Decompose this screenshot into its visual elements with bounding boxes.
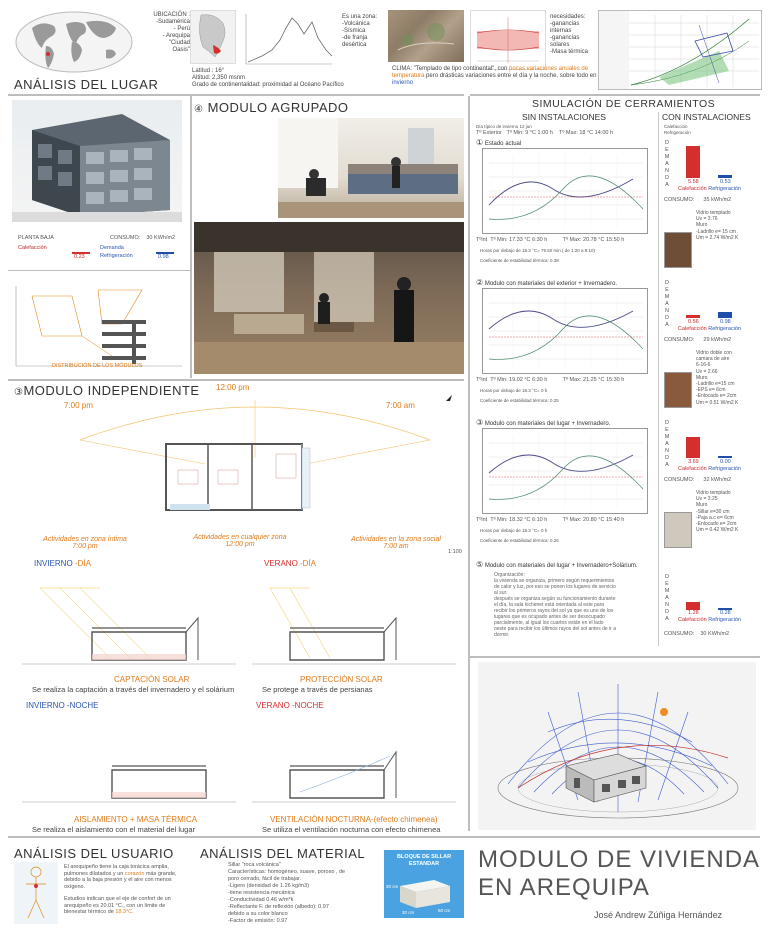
case-consumption (664, 478, 731, 484)
case-4-title-text: Modulo con materiales del lugar + Invernadero+Solárium. (484, 563, 638, 569)
material-spec-line: Uv = 3.76 (696, 216, 718, 223)
simulation-divider (658, 112, 659, 646)
sillar-title-line: ESTANDAR (408, 861, 440, 867)
location-line: - Perú (173, 26, 190, 32)
case-4-description (494, 572, 616, 638)
zone-line: -Sísmica (342, 28, 366, 34)
material-spec-line: Muro (696, 374, 708, 381)
demand-letter: M (664, 154, 670, 160)
demand-letter: E (665, 287, 669, 293)
social-zone-time: 7:00 am (383, 543, 409, 550)
location-line: -Sudamérica (155, 19, 190, 25)
material-spec-line: 6-16-6 (696, 362, 711, 369)
demand-letters (664, 280, 670, 329)
case-hours-below: Horas por debajo de 18.3 °C= 0 h (480, 388, 548, 393)
material-spec-line: -Paja a.c e= 6cm (696, 514, 734, 521)
exterior-temp-max: Tº Max: 18 °C 14:00 h (558, 130, 614, 136)
needs-line: internas (550, 28, 572, 34)
demand-letter: A (665, 462, 669, 468)
material-spec (696, 350, 738, 406)
solar-protection-label: PROTECCIÓN SOLAR (300, 675, 383, 684)
climate-text: CLIMA: "Templado de tipo continental", con (392, 66, 509, 72)
temperature-chart (482, 288, 648, 374)
grouped-module-title (194, 100, 348, 115)
demand-letter: A (665, 616, 669, 622)
typical-day-label: Día típico de invierno 12 jun (476, 124, 532, 129)
morning-label: 7:00 am (386, 401, 415, 410)
header-heating: Calefacción (664, 124, 688, 129)
material-spec-line: Vidrio doble con (696, 350, 732, 356)
case-hours-below: Horas por debajo de 18.3 °C= 79.50 min ( de 1:20 a 9:10) (480, 248, 595, 253)
case-4-line: el día, la sala kichenet está orientada al este para (494, 602, 605, 608)
intimate-zone-activities (30, 536, 140, 550)
heating-value: 0.56 (688, 319, 699, 325)
heating-label: Calefacción (18, 245, 47, 251)
living-room-render (194, 222, 464, 374)
heating-value: 0.23 (74, 254, 85, 260)
material-spec-line: -Ladrillo e=15 cm (696, 381, 735, 388)
demand-letter: A (665, 301, 669, 307)
case-temp-max: Tº Max: 20.78 °C 15:50 h (562, 237, 625, 243)
user-line: El arequipeño tiene la caja torácica amplia, (64, 864, 169, 870)
case-temp-min: Tº Min: 18.32 °C 6:10 h (490, 517, 548, 523)
demand-letter: M (664, 588, 670, 594)
case-4-consumption (664, 632, 729, 638)
building-render (12, 100, 182, 222)
needs-line: -ganancias (550, 21, 580, 27)
needs-line: solares (550, 42, 570, 48)
case-stability-coef: Coeficiente de estabilidad térmica: 0.26 (480, 538, 559, 543)
demand-letter: E (665, 581, 669, 587)
case-temp-max: Tº Max: 20.80 °C 15:40 h (562, 517, 625, 523)
bar-legend (678, 467, 741, 473)
site-data (192, 68, 344, 89)
noon-label: 12:00 pm (216, 383, 250, 392)
case-consumption (664, 338, 731, 344)
summer-day-time: -DÍA (300, 559, 317, 568)
case-temp-max: Tº Max: 21.25 °C 15:30 h (562, 377, 625, 383)
material-line: -tiene resistencia mecánica (228, 890, 295, 896)
demand-letter: D (665, 455, 669, 461)
summer-day-season: VERANO (264, 559, 301, 568)
demand-letter: D (665, 315, 669, 321)
heating-cooling-header (664, 124, 691, 135)
case-title (476, 278, 617, 287)
human-figure-icon (14, 862, 58, 924)
user-line: oxígeno. (64, 883, 86, 890)
user-line (64, 909, 171, 916)
psychrometric-chart (598, 10, 762, 90)
case-consumption-value: 29 kWh/m2 (703, 337, 732, 343)
user-line: debido a la baja presión y el aire con menos (64, 877, 172, 883)
material-spec-line: -Ladrillo e= 15 cm (696, 228, 736, 235)
demand-letter: A (665, 161, 669, 167)
wall-material-swatch (664, 372, 692, 408)
demand-letter: M (664, 434, 670, 440)
case-4-consumption-label: CONSUMO: (664, 631, 695, 637)
case-title-text: Modulo con materiales del exterior + Invernadero. (484, 281, 618, 287)
social-zone-activities (336, 536, 456, 550)
insulation-desc: Se realiza el aislamiento con el material del lugar (32, 825, 196, 834)
latitude: Latitud : 16° (192, 68, 225, 74)
legend-cooling: Refrigeración (708, 466, 741, 472)
case-4-line: de calor y luz, por eso se ponen los lugares de servicio (494, 584, 616, 590)
heating-bar (686, 437, 700, 458)
sillar-title-line: BLOQUE DE SILLAR (396, 854, 452, 860)
material-spec (696, 490, 738, 533)
sillar-dim-depth: 30 cm (402, 910, 415, 915)
world-map (14, 10, 134, 74)
north-arrow-icon (444, 390, 454, 400)
case-number: ② (476, 278, 484, 287)
climate-text: pero drásticas variaciones entre el día y la noche, sobre todo en (424, 73, 597, 79)
demand-letter: N (665, 308, 669, 314)
needs-line: -ganancias (550, 35, 580, 41)
exterior-temp-row (476, 131, 613, 137)
user-line-part: más grande, (144, 870, 177, 877)
summer-night-time: -NOCHE (292, 701, 324, 710)
case-number: ③ (476, 418, 484, 427)
temperature-chart (482, 148, 648, 234)
material-spec (696, 210, 738, 241)
sillar-dim-height: 20 cm (386, 884, 399, 889)
solar-capture-label: CAPTACIÓN SOLAR (114, 675, 190, 684)
project-title-line-1: MODULO DE VIVIENDA (478, 846, 761, 873)
zone-line: desértica (342, 42, 367, 48)
case-consumption-value: 35 kWh/m2 (703, 197, 732, 203)
case-hours-below: Horas por debajo de 18.3 °C= 0 h (480, 528, 548, 533)
material-spec-line: Vidrio templado (696, 490, 731, 496)
any-zone-activities (180, 534, 300, 548)
case-stability-coef: Coeficiente de estabilidad térmica: 0.25 (480, 398, 559, 403)
material-line: -Factor de emisión: 0.97 (228, 918, 288, 924)
demand-letter: M (664, 294, 670, 300)
demand-letter: N (665, 448, 669, 454)
material-line: -Conductividad 0.46 w/m*k (228, 897, 294, 903)
user-line: Estudios indican que el eje de confort de un (64, 896, 171, 902)
cooling-bar (718, 175, 732, 178)
winter-night-heading (26, 702, 98, 709)
case-title-text: Estado actual (484, 141, 522, 147)
legend-heating: Calefacción (678, 186, 707, 192)
needs-list (550, 14, 588, 56)
demand-letter: D (665, 140, 669, 146)
material-spec-line: -Sillar e=30 cm (696, 508, 730, 515)
demand-letter: A (665, 182, 669, 188)
header-cooling: Refrigeración (664, 129, 691, 135)
case-number: ① (476, 138, 484, 147)
winter-day-time: -DÍA (74, 559, 91, 568)
user-text-2 (64, 896, 171, 916)
cooling-bar (718, 456, 732, 458)
case-temp-min: Tº Min: 19.02 °C 6:30 h (490, 377, 548, 383)
case-consumption-label: CONSUMO: (664, 197, 695, 203)
cooling-value: 0.98 (720, 319, 731, 325)
material-spec-line: -Enlocado e= 2cm (696, 393, 737, 400)
simulation-title: SIMULACIÓN DE CERRAMIENTOS (532, 98, 716, 110)
demand-letter: D (665, 175, 669, 181)
zone-line: -de franja (342, 35, 368, 41)
solar-protection-desc: Se protege a través de persianas (262, 685, 373, 694)
case-4-line: al sur. (494, 590, 508, 596)
cooling-bar (718, 312, 732, 318)
case-4-line: Organización: (494, 572, 525, 578)
user-line-part: pulmones dilatados y un (64, 870, 125, 877)
wall-material-swatch (664, 512, 692, 548)
location-line: - Arequipa (162, 33, 190, 39)
material-spec-line: camara de aire (696, 356, 730, 363)
legend-heating: Calefacción (678, 466, 707, 472)
legend-heating: Calefacción (678, 326, 707, 332)
independent-module-title-text: MODULO INDEPENDIENTE (23, 383, 200, 398)
material-spec-line: Um = 0.51 W/m2 K (696, 399, 739, 406)
sillar-block-card (384, 850, 464, 918)
demand-letter: D (665, 420, 669, 426)
material-spec-line: Muro (696, 222, 708, 229)
intimate-zone-time: 7:00 pm (72, 543, 98, 550)
demand-letter: E (665, 427, 669, 433)
cooling-value: 0.98 (158, 254, 169, 260)
case-consumption-label: CONSUMO: (664, 477, 695, 483)
evening-label: 7:00 pm (64, 401, 93, 410)
site-analysis-title: ANÁLISIS DEL LUGAR (14, 77, 159, 92)
grouped-module-number: ④ (194, 104, 204, 115)
cooling-value: 0.00 (720, 459, 731, 465)
climate-winter: invierno (392, 80, 414, 86)
material-spec-line: Muro (696, 502, 708, 509)
ground-floor-label: PLANTA BAJA (18, 235, 54, 241)
user-analysis-title: ANÁLISIS DEL USUARIO (14, 846, 174, 861)
needs-line: -Masa térmica (550, 49, 589, 55)
case-4-line: oeste para recibir los últimos rayos del sol antes de ir a (494, 626, 617, 632)
any-zone-time: 12:00 pm (225, 541, 255, 548)
temperature-chart (482, 428, 648, 514)
cooling-value: 0.53 (720, 179, 731, 185)
demand-letter: A (665, 322, 669, 328)
case-4-heating-value: 1.28 (688, 610, 699, 616)
continentality: Grado de continentalidad: proximidad al Océano Pacífico (192, 82, 344, 88)
comfort-limit: 18.3°C. (115, 909, 134, 915)
case-4-demand-letters (664, 574, 670, 623)
bar-legend (678, 327, 741, 333)
needs-line: necesidades: (550, 14, 586, 20)
material-spec-line: Um = 2.74 W/m2 K (696, 234, 739, 241)
with-installations-heading: CON INSTALACIONES (662, 112, 751, 122)
heating-bar (686, 146, 700, 178)
location-line: UBICACIÓN : (153, 12, 190, 18)
case-4-number: ⑤ (476, 560, 484, 569)
project-title-line-2: EN AREQUIPA (478, 874, 650, 901)
case-4-line: parcialmente, al igual los cuartos están en el lado (494, 620, 604, 626)
winter-night-section (20, 722, 240, 814)
demand-letter: A (665, 441, 669, 447)
material-line: Sillar "roca volcánica" (228, 862, 281, 868)
material-spec-line: Uv = 2.66 (696, 368, 718, 375)
case-4-line: dormir. (494, 632, 510, 638)
user-line: arequipeño es 20.01 °C., con un límite de (64, 902, 166, 909)
material-spec-line: Uv = 3.25 (696, 496, 718, 503)
case-4-legend (678, 618, 741, 624)
material-spec-line: -EPS e= 6cm (696, 387, 726, 394)
material-line: poro cerrado, fácil de trabajar. (228, 876, 302, 882)
material-properties (228, 862, 345, 925)
case-4-legend-heating: Calefacción (678, 617, 707, 623)
consumption-label-text: CONSUMO: (110, 235, 141, 241)
distribution-caption: DISTRIBUCIÓN DE LOS MÓDULOS (52, 363, 143, 369)
case-4-legend-cooling: Refrigeración (708, 617, 741, 623)
case-title-text: Modulo con materiales del lugar + Invernadero. (484, 421, 611, 427)
sun-path-3d-render (478, 662, 756, 830)
location-line: Oasis" (172, 47, 190, 53)
demand-label: Demanda (100, 245, 124, 251)
winter-day-season: INVIERNO (34, 559, 75, 568)
summer-night-heading (256, 702, 324, 709)
case-4-line: lugares que es ocupado antes de ser desocupado (494, 614, 605, 620)
zone-list (342, 14, 377, 49)
temperature-range-chart (470, 10, 546, 70)
user-line-part: bienestar térmico de (64, 909, 116, 915)
material-spec-line: Um = 0.42 W/m2 K (696, 527, 739, 534)
night-ventilation-desc: Se utiliza el ventilación nocturna con efecto chimenea (262, 825, 441, 834)
demand-letter: N (665, 602, 669, 608)
exterior-temp-label: Tº Exterior (476, 130, 502, 136)
case-4-line: después se organiza según su funcionamiento durante (494, 596, 616, 602)
case-consumption-label: CONSUMO: (664, 337, 695, 343)
climate-emphasis: pocas variaciones anuales de temperatura (392, 66, 589, 79)
case-4-title (476, 560, 638, 569)
altitude: Altitud: 2,350 msnm (192, 75, 246, 81)
demand-letter: E (665, 147, 669, 153)
summer-day-section (250, 578, 460, 678)
demand-letter: A (665, 595, 669, 601)
case-title (476, 418, 610, 427)
scale-label: 1:100 (448, 549, 462, 555)
peru-map (190, 10, 236, 64)
grouped-module-title-text: MODULO AGRUPADO (207, 100, 349, 115)
sun-path-floorplan (70, 394, 440, 542)
case-4-consumption-value: 30 KWh/m2 (700, 631, 730, 637)
cooling-label: Refrigeración (100, 253, 133, 259)
demand-letters (664, 420, 670, 469)
project-author: José Andrew Zúñiga Hernández (594, 910, 723, 920)
material-analysis-title: ANÁLISIS DEL MATERIAL (200, 846, 366, 861)
material-line: -Ligero (densidad de 1.26 kg/m3) (228, 883, 310, 889)
case-consumption-value: 32 kWh/m2 (703, 477, 732, 483)
demand-letter: D (665, 280, 669, 286)
case-4-line: la vivienda se organiza, primero según requerimientos (494, 578, 615, 584)
summer-day-heading (264, 560, 316, 567)
location-line: "Ciudad (168, 40, 190, 46)
sillar-block-title (384, 854, 464, 868)
insulation-label: AISLAMIENTO + MASA TÉRMICA (74, 815, 198, 824)
solar-capture-desc: Se realiza la captación a través del invernadero y el solárium (32, 685, 235, 694)
winter-day-section (20, 578, 240, 678)
exterior-temp-min: Tº Min: 9 °C 1:00 h (506, 130, 553, 136)
heating-bar (686, 315, 700, 318)
case-temp-row: Tºint Tº Min: 18.32 °C 6:10 h Tº Max: 20.80 °C 15:40 h (476, 517, 625, 523)
demand-letters (664, 140, 670, 189)
case-4-line: recibir los primeros rayos del sol ya que es uno de los (494, 608, 614, 614)
user-heart: corazón (124, 870, 145, 877)
heating-value: 3.69 (688, 459, 699, 465)
demand-letter: N (665, 168, 669, 174)
material-line: -Reflectante F. de reflexión (albedo): 0.97 (228, 904, 329, 910)
winter-night-season: INVIERNO (26, 701, 67, 710)
demand-letter: D (665, 574, 669, 580)
social-zone-text: Actividades en la zona social (351, 536, 441, 543)
material-spec-line: Vidrio templado (696, 210, 731, 216)
case-4-heating-bar (686, 602, 700, 610)
case-stability-coef: Coeficiente de estabilidad térmica: 0.38 (480, 258, 559, 263)
intimate-zone-text: Actividades en zona íntima (43, 536, 127, 543)
material-line: Características: homogéneo, suave, poroso , de (228, 869, 346, 875)
night-ventilation-label: VENTILACIÓN NOCTURNA-(efecto chimenea) (270, 815, 438, 824)
demand-letter: D (665, 609, 669, 615)
case-temp-min: Tº Min: 17.33 °C 6:30 h (490, 237, 548, 243)
kitchen-render (278, 118, 464, 218)
case-4-cooling-value: 0.28 (720, 610, 731, 616)
case-temp-row: Tºint Tº Min: 19.02 °C 6:30 h Tº Max: 21.25 °C 15:30 h (476, 377, 625, 383)
consumption-value: 30 KWh/m2 (146, 235, 176, 241)
summer-night-section (250, 722, 460, 814)
winter-day-heading (34, 560, 91, 567)
heating-value: 5.58 (688, 179, 699, 185)
zone-line: Es una zona: (342, 14, 378, 20)
no-installations-heading: SIN INSTALACIONES (522, 112, 606, 122)
material-line: debido a su color blanco (228, 911, 288, 917)
zone-line: -Volcánica (342, 21, 370, 27)
case-temp-row: Tºint Tº Min: 17.33 °C 6:30 h Tº Max: 20.78 °C 15:50 h (476, 237, 625, 243)
user-text-1 (64, 864, 177, 890)
wall-material-swatch (664, 232, 692, 268)
any-zone-text: Actividades en cualquier zona (193, 534, 287, 541)
distribution-sketch (12, 276, 186, 372)
elevation-sketch (242, 10, 336, 68)
climate-description (392, 66, 602, 87)
satellite-image (388, 10, 464, 62)
legend-cooling: Refrigeración (708, 186, 741, 192)
winter-night-time: -NOCHE (66, 701, 99, 710)
material-spec-line: -Enlocado e= 2cm (696, 521, 737, 528)
case-title (476, 138, 521, 147)
independent-module-number: ③ (14, 387, 24, 398)
case-consumption (664, 198, 731, 204)
summer-night-season: VERANO (256, 701, 293, 710)
legend-cooling: Refrigeración (708, 326, 741, 332)
sillar-dim-length: 50 cm (438, 908, 451, 913)
bar-legend (678, 187, 741, 193)
consumption-label (110, 236, 175, 242)
location-list (140, 12, 190, 54)
